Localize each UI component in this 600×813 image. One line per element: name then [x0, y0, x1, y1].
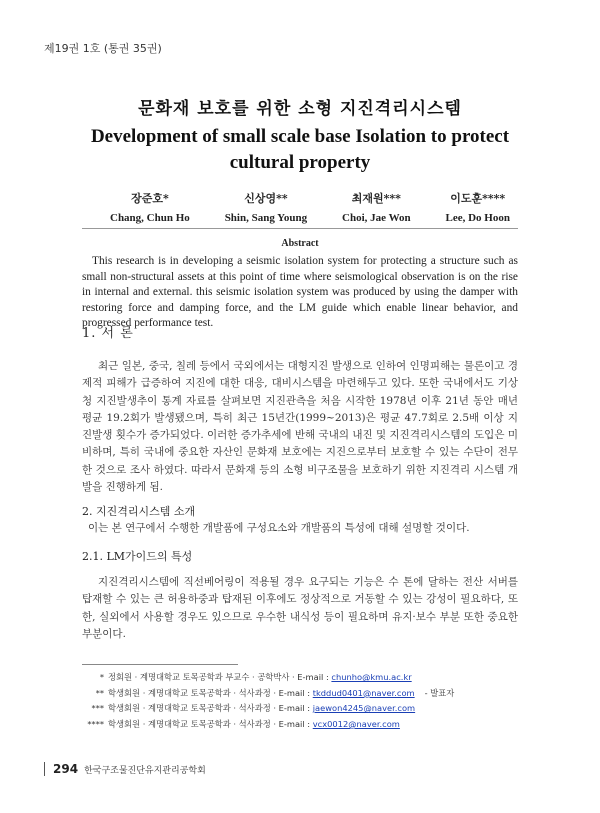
- author-name-ko: 최재원***: [351, 192, 401, 205]
- footnote-divider: [82, 664, 238, 665]
- email-link[interactable]: chunho@kmu.ac.kr: [331, 672, 412, 682]
- author: [445, 190, 509, 224]
- section-2-body: 이는 본 연구에서 수행한 개발품에 구성요소와 개발품의 특성에 대해 설명할 것이다.: [88, 522, 470, 534]
- footnote: [82, 670, 454, 686]
- footnote: [82, 717, 454, 733]
- abstract-heading: Abstract: [281, 238, 319, 249]
- author-name-ko: 이도훈****: [450, 192, 506, 205]
- footnote-mark: *: [99, 672, 104, 682]
- title-english: Development of small scale base Isolation to protect cultural property: [90, 126, 510, 173]
- author-name-ko: 신상영**: [244, 192, 288, 205]
- title-korean: 문화재 보호를 위한 소형 지진격리시스템: [138, 99, 462, 119]
- footnote: [82, 701, 454, 717]
- author: [110, 190, 190, 224]
- footnote-mark: **: [95, 687, 104, 698]
- footnote-mark: ***: [91, 703, 104, 714]
- author-name-ko: 장준호*: [131, 192, 169, 205]
- author-list: [110, 190, 510, 224]
- section-1-heading: 1. 서 론: [82, 326, 134, 341]
- footer-divider: [44, 762, 45, 776]
- footnote-text: 정회원 · 계명대학교 토목공학과 부교수 · 공학박사 · E-mail :: [108, 672, 332, 682]
- author-name-en: Shin, Sang Young: [224, 212, 308, 224]
- page-number: 294: [53, 762, 79, 776]
- footnote-text: 학생회원 · 계명대학교 토목공학과 · 석사과정 · E-mail :: [108, 687, 313, 698]
- header-divider: [82, 228, 518, 229]
- section-2-heading: 2. 지진격리시스템 소개: [82, 505, 196, 518]
- footnote: [82, 686, 454, 702]
- author-name-en: Chang, Chun Ho: [110, 212, 190, 224]
- author-name-en: Choi, Jae Won: [342, 212, 411, 224]
- journal-name: 한국구조물진단유지관리공학회: [84, 765, 206, 776]
- issue-label: 제19권 1호 (통권 35권): [44, 42, 162, 55]
- email-link[interactable]: vcx0012@naver.com: [312, 718, 400, 729]
- presenter-note: - 발표자: [424, 687, 455, 698]
- section-2-1-body: 지진격리시스템에 직선베어링이 적용될 경우 요구되는 기능은 수 톤에 달하는 전산 서버를 탑재할 수 있는 큰 허용하중과 탑재된 이후에도 정상적으로 거동할 수 있는 강성이 필요하다, 또한, 실외에서 사용할 경우도 있으므로 우수한 내식성 등이 필요하며 유지·보수 부분 또한 중요한 부분이다.: [82, 576, 518, 640]
- author-name-en: Lee, Do Hoon: [445, 212, 510, 224]
- footnotes: [82, 670, 454, 732]
- email-link[interactable]: jaewon4245@naver.com: [312, 703, 416, 714]
- footnote-mark: ****: [87, 718, 104, 729]
- abstract-body: This research is in developing a seismic isolation system for protecting a structure such as small non-structural assets at this point of time where seismological observation is on the rise in internal and external. this seismic isolation system was produced by using the damper with restoring force and damping force, and the LM guide which enable linear behavior, and progressed performance test.: [82, 255, 518, 329]
- footnote-text: 학생회원 · 계명대학교 토목공학과 · 석사과정 · E-mail :: [108, 703, 313, 714]
- email-link[interactable]: tkddud0401@naver.com: [312, 687, 415, 698]
- section-1-body: 최근 일본, 중국, 칠레 등에서 국외에서는 대형지진 발생으로 인하여 인명피해는 물론이고 경제적 피해가 급증하여 지진에 대한 대응, 대비시스템을 마련해두고 있다. 또한 국내에서도 기상청 지진발생추이 통계 자료를 살펴보면 지진관측을 처음 시작한 1978년 이후 21년 동안 매년 평균 19.2회가 발생됐으며, 특히 최근 15년간(1999~2013)은 평균 47.7회로 2.5배 이상 지진발생 횟수가 증가되었다. 이러한 증가추세에 반해 국내의 내진 및 지진격리시스템의 도입은 미비하며, 특히 국내에 중요한 자산인 문화재 보호에는 지진으로부터 보호할 수 있는 수단이 전무 한 것으로 조사 하였다. 따라서 문화재 등의 소형 비구조물을 보호하기 위한 지진격리 시스템 개발을 진행하게 됨.: [82, 360, 518, 494]
- footnote-text: 학생회원 · 계명대학교 토목공학과 · 석사과정 · E-mail :: [108, 718, 313, 729]
- author: [225, 190, 307, 224]
- page-footer: [44, 762, 206, 776]
- section-2-1-heading: 2.1. LM가이드의 특성: [82, 550, 193, 563]
- author: [342, 190, 411, 224]
